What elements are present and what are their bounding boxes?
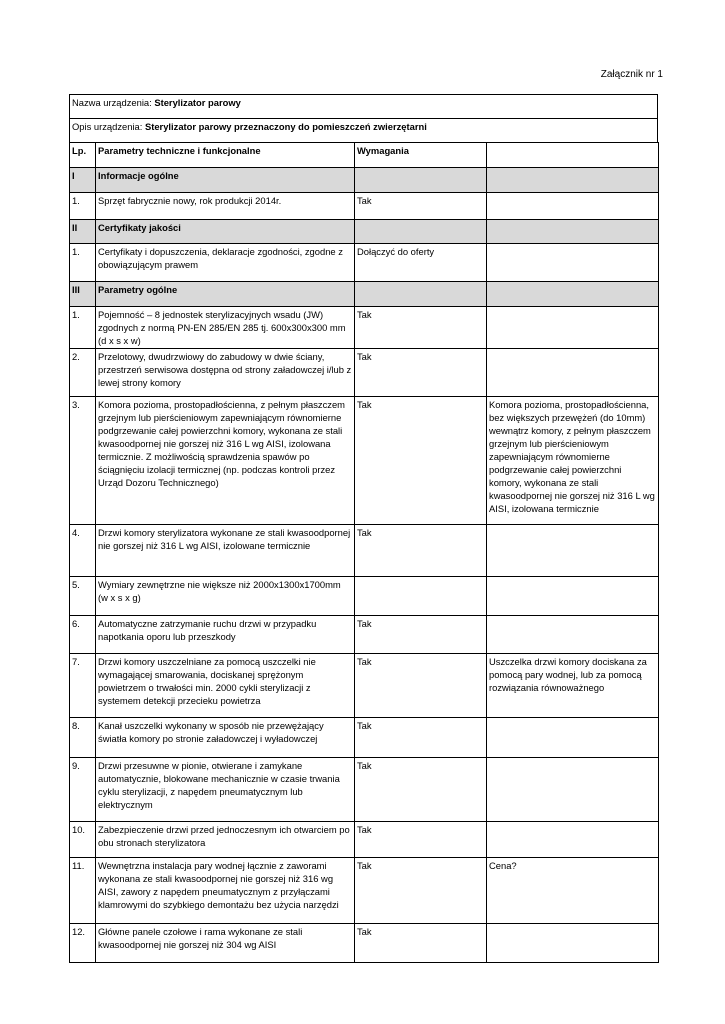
row-extra — [487, 349, 659, 397]
row-param: Certyfikaty i dopuszczenia, deklaracje zgodności, zgodne z obowiązującym prawem — [96, 244, 355, 282]
row-lp: 9. — [70, 758, 96, 822]
row-lp: 11. — [70, 858, 96, 924]
section-row-III — [70, 282, 659, 307]
row-lp: 10. — [70, 822, 96, 858]
row-param: Przelotowy, dwudrzwiowy do zabudowy w dwie ściany, przestrzeń serwisowa dostępna od strony załadowczej i/lub z lewej strony komory — [96, 349, 355, 397]
device-name-label: Nazwa urządzenia: — [72, 97, 155, 108]
header-lp: Lp. — [70, 143, 96, 168]
header-requirements: Wymagania — [355, 143, 487, 168]
row-requirement — [355, 577, 487, 616]
row-param: Komora pozioma, prostopadłościenna, z pełnym płaszczem grzejnym lub pierścieniowym zapewniającym równomierne podgrzewanie całej powierzchni komory, wykonana ze stali kwasoodpornej nie gorszej niż 316 L wg AISI, izolowana termicznie. Z możliwością sprawdzenia spawów po ściągnięciu izolacji termicznej (np. podczas kontroli przez Urząd Dozoru Technicznego) — [96, 397, 355, 525]
row-requirement: Dołączyć do oferty — [355, 244, 487, 282]
header-params: Parametry techniczne i funkcjonalne — [96, 143, 355, 168]
row-lp: 1. — [70, 193, 96, 220]
row-extra: Cena? — [487, 858, 659, 924]
row-requirement: Tak — [355, 616, 487, 654]
row-param: Główne panele czołowe i rama wykonane ze stali kwasoodpornej nie gorszej niż 304 wg AISI — [96, 924, 355, 963]
table-header-row — [70, 143, 659, 168]
row-extra — [487, 924, 659, 963]
row-lp: 5. — [70, 577, 96, 616]
section-empty-cell — [355, 220, 487, 244]
row-extra — [487, 822, 659, 858]
section-row-II — [70, 220, 659, 244]
table-row — [70, 244, 659, 282]
header-extra — [487, 143, 659, 168]
device-name-row — [69, 94, 658, 118]
device-name-value: Sterylizator parowy — [154, 97, 241, 108]
section-empty-cell — [487, 282, 659, 307]
row-lp: 3. — [70, 397, 96, 525]
row-param: Pojemność – 8 jednostek sterylizacyjnych wsadu (JW) zgodnych z normą PN-EN 285/EN 285 tj. 600x300x300 mm (d x s x w) — [96, 307, 355, 349]
table-row — [70, 758, 659, 822]
row-requirement: Tak — [355, 718, 487, 758]
row-lp: 8. — [70, 718, 96, 758]
table-row — [70, 822, 659, 858]
row-lp: 7. — [70, 654, 96, 718]
section-row-I — [70, 168, 659, 193]
section-number: II — [70, 220, 96, 244]
table-row — [70, 924, 659, 963]
row-requirement: Tak — [355, 193, 487, 220]
row-requirement: Tak — [355, 654, 487, 718]
table-row — [70, 718, 659, 758]
table-row — [70, 349, 659, 397]
device-description-label: Opis urządzenia: — [72, 121, 145, 132]
section-number: I — [70, 168, 96, 193]
table-row — [70, 193, 659, 220]
device-description-row — [69, 118, 658, 142]
row-extra — [487, 193, 659, 220]
section-empty-cell — [355, 168, 487, 193]
section-title: Certyfikaty jakości — [96, 220, 355, 244]
row-lp: 2. — [70, 349, 96, 397]
section-empty-cell — [487, 220, 659, 244]
table-row — [70, 858, 659, 924]
row-param: Kanał uszczelki wykonany w sposób nie przewężający światła komory po stronie załadowczej i wyładowczej — [96, 718, 355, 758]
row-requirement: Tak — [355, 924, 487, 963]
row-extra — [487, 307, 659, 349]
row-extra — [487, 616, 659, 654]
row-extra — [487, 525, 659, 577]
device-description-value: Sterylizator parowy przeznaczony do pomieszczeń zwierzętarni — [144, 121, 427, 132]
section-empty-cell — [355, 282, 487, 307]
row-param: Automatyczne zatrzymanie ruchu drzwi w przypadku napotkania oporu lub przeszkody — [96, 616, 355, 654]
row-param: Wewnętrzna instalacja pary wodnej łącznie z zaworami wykonana ze stali kwasoodpornej nie gorszej niż 316 wg AISI, zawory z napędem pneumatycznym z przyłączami klamrowymi do szybkiego demontażu bez użycia narzędzi — [96, 858, 355, 924]
row-param: Drzwi przesuwne w pionie, otwierane i zamykane automatycznie, blokowane mechanicznie w czasie trwania cyklu sterylizacji, z napędem pneumatycznym lub elektrycznym — [96, 758, 355, 822]
row-param: Drzwi komory sterylizatora wykonane ze stali kwasoodpornej nie gorszej niż 316 L wg AISI, izolowane termicznie — [96, 525, 355, 577]
row-requirement: Tak — [355, 858, 487, 924]
row-lp: 1. — [70, 244, 96, 282]
row-param: Drzwi komory uszczelniane za pomocą uszczelki nie wymagającej smarowania, dociskanej sprężonym powietrzem o trwałości min. 2000 cykli sterylizacji z systemem detekcji przecieku powietrza — [96, 654, 355, 718]
row-requirement: Tak — [355, 758, 487, 822]
row-extra: Uszczelka drzwi komory dociskana za pomocą pary wodnej, lub za pomocą rozwiązania równoważnego — [487, 654, 659, 718]
parameters-table — [69, 142, 659, 963]
row-requirement: Tak — [355, 397, 487, 525]
row-extra: Komora pozioma, prostopadłościenna, bez większych przewężeń (do 10mm) wewnątrz komory, z pełnym płaszczem grzejnym lub pierścieniowym zapewniającym równomierne podgrzewanie całej powierzchni komory, wykonana ze stali kwasoodpornej nie gorszej niż 316 L wg AISI, izolowana termicznie — [487, 397, 659, 525]
row-requirement: Tak — [355, 525, 487, 577]
section-title: Parametry ogólne — [96, 282, 355, 307]
row-lp: 4. — [70, 525, 96, 577]
attachment-label: Załącznik nr 1 — [600, 69, 663, 80]
row-extra — [487, 244, 659, 282]
section-title: Informacje ogólne — [96, 168, 355, 193]
row-requirement: Tak — [355, 349, 487, 397]
row-param: Wymiary zewnętrzne nie większe niż 2000x1300x1700mm (w x s x g) — [96, 577, 355, 616]
row-extra — [487, 577, 659, 616]
row-extra — [487, 758, 659, 822]
row-param: Zabezpieczenie drzwi przed jednoczesnym ich otwarciem po obu stronach sterylizatora — [96, 822, 355, 858]
specification-form — [69, 94, 658, 963]
table-row — [70, 525, 659, 577]
row-requirement: Tak — [355, 822, 487, 858]
row-param: Sprzęt fabrycznie nowy, rok produkcji 2014r. — [96, 193, 355, 220]
table-row — [70, 654, 659, 718]
row-lp: 6. — [70, 616, 96, 654]
section-empty-cell — [487, 168, 659, 193]
row-lp: 1. — [70, 307, 96, 349]
row-extra — [487, 718, 659, 758]
table-row — [70, 307, 659, 349]
table-row — [70, 616, 659, 654]
table-row — [70, 577, 659, 616]
row-requirement: Tak — [355, 307, 487, 349]
section-number: III — [70, 282, 96, 307]
table-row — [70, 397, 659, 525]
row-lp: 12. — [70, 924, 96, 963]
